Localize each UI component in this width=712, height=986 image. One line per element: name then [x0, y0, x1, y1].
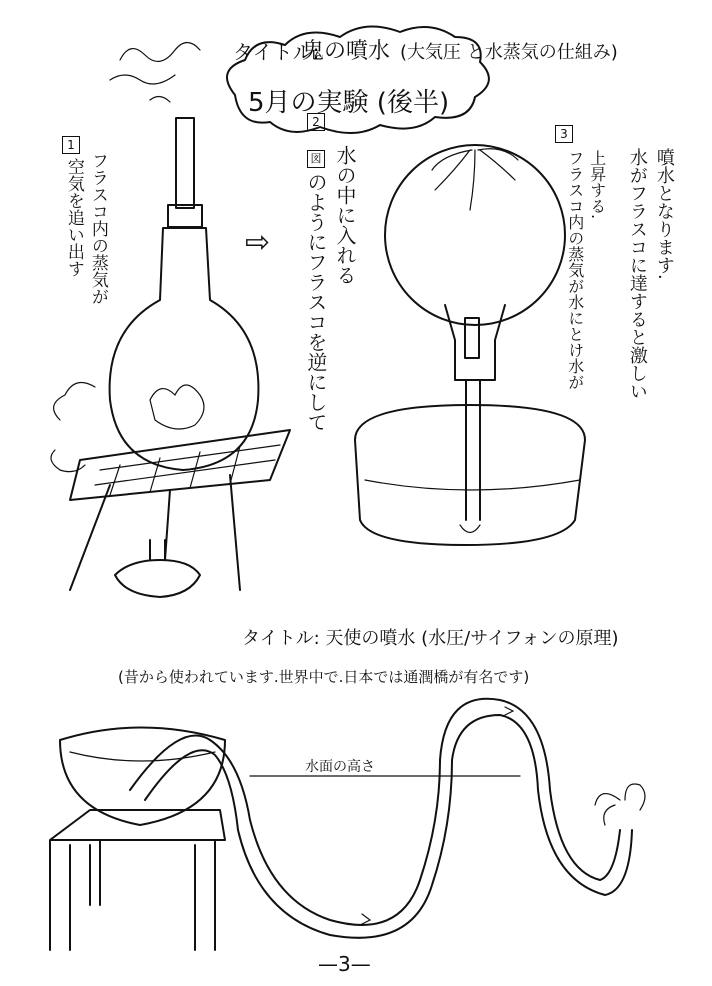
flask-step3 — [355, 145, 585, 545]
step3-text-2: 水がフラスコに達すると激しい — [626, 148, 648, 400]
title-prefix: タイトル: — [233, 40, 320, 64]
angel-fountain-subtitle: (昔から使われています.世界中で.日本では通潤橋が有名です) — [118, 668, 530, 686]
step2-number: 2 — [307, 113, 325, 131]
step2-text-1: 水の中に入れる — [333, 145, 357, 285]
flask-step1 — [51, 118, 290, 597]
step1-text-1: 空気を追い出す — [63, 158, 84, 277]
step2-text-2: のようにフラスコを逆にして — [304, 172, 328, 432]
cloud-label: 5月の実験 (後半) — [248, 88, 450, 118]
arrow-icon: ⇨ — [245, 225, 271, 260]
angel-fountain-title: タイトル: 天使の噴水 (水圧/サイフォンの原理) — [242, 628, 619, 649]
page-number: —3— — [318, 952, 371, 976]
step1-text-2: フラスコ内の蒸気が — [87, 152, 108, 305]
page-title-oni: 鬼の噴水 — [302, 39, 391, 64]
step1-number: 1 — [62, 136, 80, 154]
step3-number: 3 — [555, 125, 573, 143]
water-level-label: 水面の高さ — [305, 759, 375, 775]
step3-text-4: フラスコ内の蒸気が水にとけ水が — [565, 150, 585, 390]
step3-text-1: 噴水となります. — [653, 148, 675, 280]
step2-figure-mark: 図 — [307, 150, 325, 168]
steam-squiggle — [110, 43, 200, 103]
title-paren: (大気圧 と水蒸気の仕組み) — [400, 42, 618, 63]
siphon-diagram — [50, 699, 645, 950]
step3-text-3: 上昇する. — [587, 150, 607, 220]
